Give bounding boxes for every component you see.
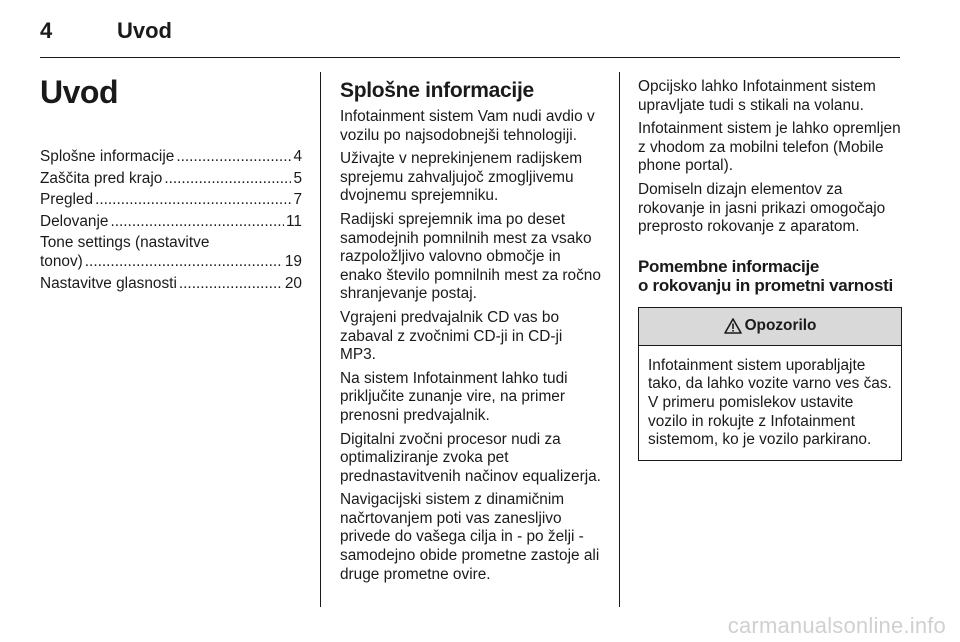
section-title: Splošne informacije — [340, 79, 534, 102]
header-divider — [40, 57, 900, 58]
right-column — [638, 70, 904, 461]
toc-entry-title: Zaščita pred krajo — [40, 169, 163, 187]
column-divider — [619, 72, 620, 607]
paragraph: Radijski sprejemnik ima po deset samodejnih pomnilnih mest za vsako razpoložljivo valovno območje in enako število pomnilnih mest za ročno shranjevanje postaj. — [340, 210, 601, 303]
toc-entry[interactable] — [40, 234, 302, 271]
toc-entry-title: Pregled — [40, 191, 94, 209]
chapter-title: Uvod — [40, 74, 118, 110]
toc-entry-title: tonov) — [40, 252, 83, 270]
subheading — [638, 257, 904, 295]
toc-leader — [95, 191, 291, 210]
footer-watermark: carmanualsonline.info — [727, 613, 946, 638]
subheading-line: o rokovanju in prometni varnosti — [638, 275, 893, 295]
warning-header — [639, 308, 901, 346]
toc-entry-page: 7 — [293, 191, 302, 209]
page-number: 4 — [40, 18, 53, 43]
header-title: Uvod — [117, 18, 172, 43]
paragraph: Navigacijski sistem z dinamičnim načrtovanjem poti vas zanesljivo privede do vašega cilja in - po želji - samodejno obide prometne zastoje ali druge prometne ovire. — [340, 491, 600, 583]
toc-leader — [164, 170, 291, 189]
toc-entry-title: Delovanje — [40, 212, 109, 230]
warning-title: Opozorilo — [744, 316, 817, 334]
toc-leader — [179, 275, 283, 294]
toc-entry[interactable] — [40, 191, 302, 210]
toc-leader — [85, 253, 283, 272]
paragraph: Uživajte v neprekinjenem radijskem sprejemu zahvaljujoč zmogljivemu dvojnemu sprejemniku. — [340, 150, 583, 205]
toc-entry-page: 4 — [293, 148, 302, 165]
warning-body: Infotainment sistem uporabljajte tako, da lahko vozite varno ves čas. V primeru pomislekov ustavite vozilo in rokujte z Infotainment sistemom, ko je vozilo parkirano. — [648, 356, 892, 449]
toc-column — [40, 70, 302, 296]
toc-entry[interactable] — [40, 170, 302, 189]
warning-box — [638, 307, 902, 461]
paragraph: Infotainment sistem je lahko opremljen z vhodom za mobilni telefon (Mobile phone portal). — [638, 120, 901, 175]
paragraph: Opcijsko lahko Infotainment sistem upravljate tudi s stikali na volanu. — [638, 78, 876, 114]
toc-leader — [110, 213, 284, 232]
toc-leader — [176, 148, 291, 167]
column-divider — [320, 72, 321, 607]
warning-triangle-icon — [724, 318, 742, 334]
paragraph: Vgrajeni predvajalnik CD vas bo zabaval z zvočnimi CD-ji in CD-ji MP3. — [340, 308, 563, 364]
paragraph: Digitalni zvočni procesor nudi za optimaliziranje zvoka pet prednastavitvenih načinov equalizerja. — [340, 430, 601, 485]
toc-entry[interactable] — [40, 213, 302, 232]
toc-entry[interactable] — [40, 275, 302, 294]
toc-entry-page: 19 — [284, 252, 302, 270]
toc-entry-page: 11 — [286, 212, 302, 230]
toc-entry-title: Tone settings (nastavitve — [40, 234, 210, 252]
toc-entry-page: 20 — [284, 274, 302, 292]
paragraph: Infotainment sistem Vam nudi avdio v vozilu po najsodobnejši tehnologiji. — [340, 108, 595, 144]
toc-entry-title: Splošne informacije — [40, 148, 175, 165]
toc-entry[interactable] — [40, 148, 302, 167]
toc-entry-page: 5 — [293, 169, 302, 187]
toc-entry-title: Nastavitve glasnosti — [40, 274, 177, 292]
subheading-line: Pomembne informacije — [638, 256, 820, 276]
paragraph: Na sistem Infotainment lahko tudi priključite zunanje vire, na primer prenosni predvajalnik. — [340, 369, 568, 424]
paragraph: Domiseln dizajn elementov za rokovanje in jasni prikazi omogočajo preprosto rokovanje z aparatom. — [638, 180, 886, 236]
main-column — [340, 70, 602, 589]
